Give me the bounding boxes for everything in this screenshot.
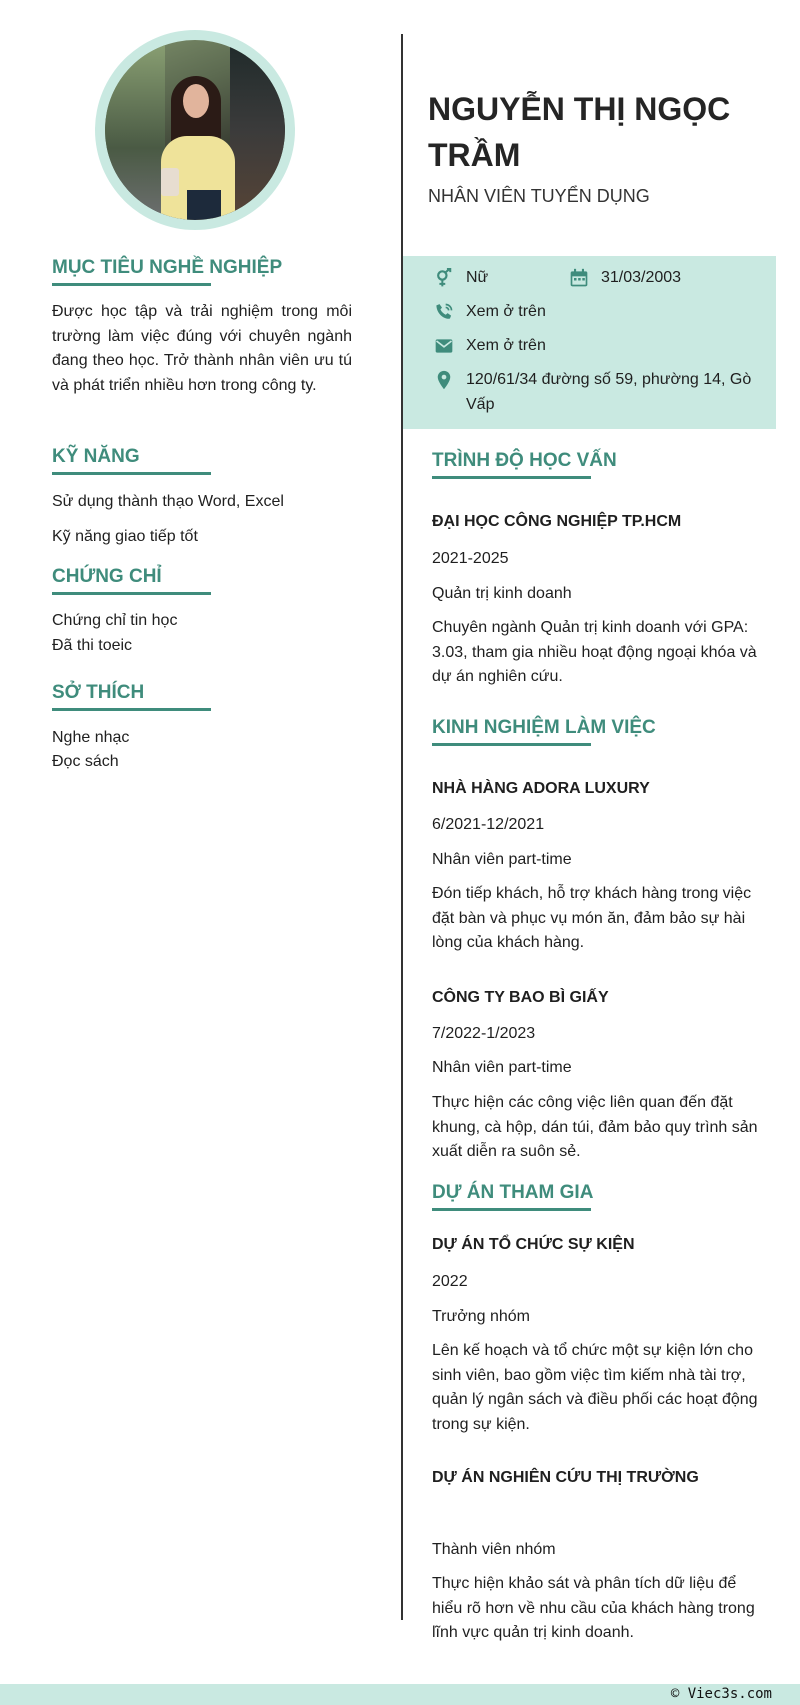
certificates-underline <box>52 592 211 595</box>
gender-value: Nữ <box>466 269 489 286</box>
project-description: Lên kế hoạch và tổ chức một sự kiện lớn cho sinh viên, bao gồm việc tìm kiếm nhà tài trợ, quản lý ngân sách và điều phối các hoạt động trong sự kiện. <box>432 1342 758 1433</box>
experience-role: Nhân viên part-time <box>432 851 572 868</box>
project-description: Thực hiện khảo sát và phân tích dữ liệu để hiểu rõ hơn về nhu cầu của khách hàng trong lĩnh vực quản trị kinh doanh. <box>432 1575 755 1641</box>
experience-description: Đón tiếp khách, hỗ trợ khách hàng trong việc đặt bàn và phục vụ món ăn, đảm bảo sự hài lòng của khách hàng. <box>432 885 752 951</box>
experience-underline <box>432 743 591 746</box>
phone-row <box>434 300 546 325</box>
projects-underline <box>432 1208 591 1211</box>
education-period: 2021-2025 <box>432 550 509 567</box>
watermark: © Viec3s.com <box>670 1686 772 1702</box>
education-underline <box>432 476 591 479</box>
candidate-position: NHÂN VIÊN TUYỂN DỤNG <box>428 186 650 206</box>
birthday-row <box>569 266 681 291</box>
experience-role: Nhân viên part-time <box>432 1059 572 1076</box>
calendar-icon <box>569 268 589 288</box>
project-role: Trưởng nhóm <box>432 1308 530 1325</box>
skills-underline <box>52 472 211 475</box>
hobbies-title: SỞ THÍCH <box>52 682 145 703</box>
objective-underline <box>52 283 211 286</box>
skills-title: KỸ NĂNG <box>52 446 140 467</box>
birthday-value: 31/03/2003 <box>601 269 682 286</box>
education-description: Chuyên ngành Quản trị kinh doanh với GPA: 3.03, tham gia nhiều hoạt động ngoại khóa và dự án nghiên cứu. <box>432 619 757 685</box>
skill-item: Sử dụng thành thạo Word, Excel <box>52 493 284 510</box>
gender-icon <box>434 268 454 288</box>
experience-title: KINH NGHIỆM LÀM VIỆC <box>432 717 656 738</box>
phone-value: Xem ở trên <box>466 303 546 320</box>
map-pin-icon <box>434 370 454 390</box>
skill-item: Kỹ năng giao tiếp tốt <box>52 528 198 545</box>
certificate-item: Chứng chỉ tin học <box>52 612 178 629</box>
address-value: 120/61/34 đường số 59, phường 14, Gò Vấp <box>466 371 752 413</box>
footer-bar <box>0 1684 800 1705</box>
project-role: Thành viên nhóm <box>432 1541 556 1558</box>
email-row <box>434 334 546 359</box>
hobbies-underline <box>52 708 211 711</box>
experience-description: Thực hiện các công việc liên quan đến đặt khung, cà hộp, dán túi, đảm bảo quy trình sản xuất diễn ra suôn sẻ. <box>432 1094 758 1160</box>
avatar-ring <box>95 30 295 230</box>
contact-panel <box>403 256 776 429</box>
experience-company: CÔNG TY BAO BÌ GIẤY <box>432 989 609 1006</box>
project-name: DỰ ÁN NGHIÊN CỨU THỊ TRƯỜNG <box>432 1469 699 1486</box>
project-name: DỰ ÁN TỔ CHỨC SỰ KIỆN <box>432 1236 635 1253</box>
objective-title: MỤC TIÊU NGHỀ NGHIỆP <box>52 257 283 278</box>
certificate-item: Đã thi toeic <box>52 637 133 654</box>
education-title: TRÌNH ĐỘ HỌC VẤN <box>432 450 617 471</box>
phone-icon <box>434 302 454 322</box>
certificates-title: CHỨNG CHỈ <box>52 566 162 587</box>
candidate-name: NGUYỄN THỊ NGỌC TRẦM <box>428 91 731 173</box>
hobby-item: Nghe nhạc <box>52 729 130 746</box>
envelope-icon <box>434 336 454 356</box>
avatar <box>105 40 285 220</box>
hobby-item: Đọc sách <box>52 753 119 770</box>
projects-title: DỰ ÁN THAM GIA <box>432 1182 594 1203</box>
experience-period: 7/2022-1/2023 <box>432 1025 536 1042</box>
email-value: Xem ở trên <box>466 337 546 354</box>
gender-row <box>434 266 488 291</box>
project-period: 2022 <box>432 1273 468 1290</box>
address-row <box>434 368 754 417</box>
objective-text: Được học tập và trải nghiệm trong môi trường làm việc đúng với chuyên ngành đang theo học. Trở thành nhân viên ưu tú và phát triển nhiều hơn trong công ty. <box>52 303 352 394</box>
education-school: ĐẠI HỌC CÔNG NGHIỆP TP.HCM <box>432 513 682 530</box>
experience-period: 6/2021-12/2021 <box>432 816 545 833</box>
experience-company: NHÀ HÀNG ADORA LUXURY <box>432 780 650 797</box>
education-major: Quản trị kinh doanh <box>432 585 572 602</box>
